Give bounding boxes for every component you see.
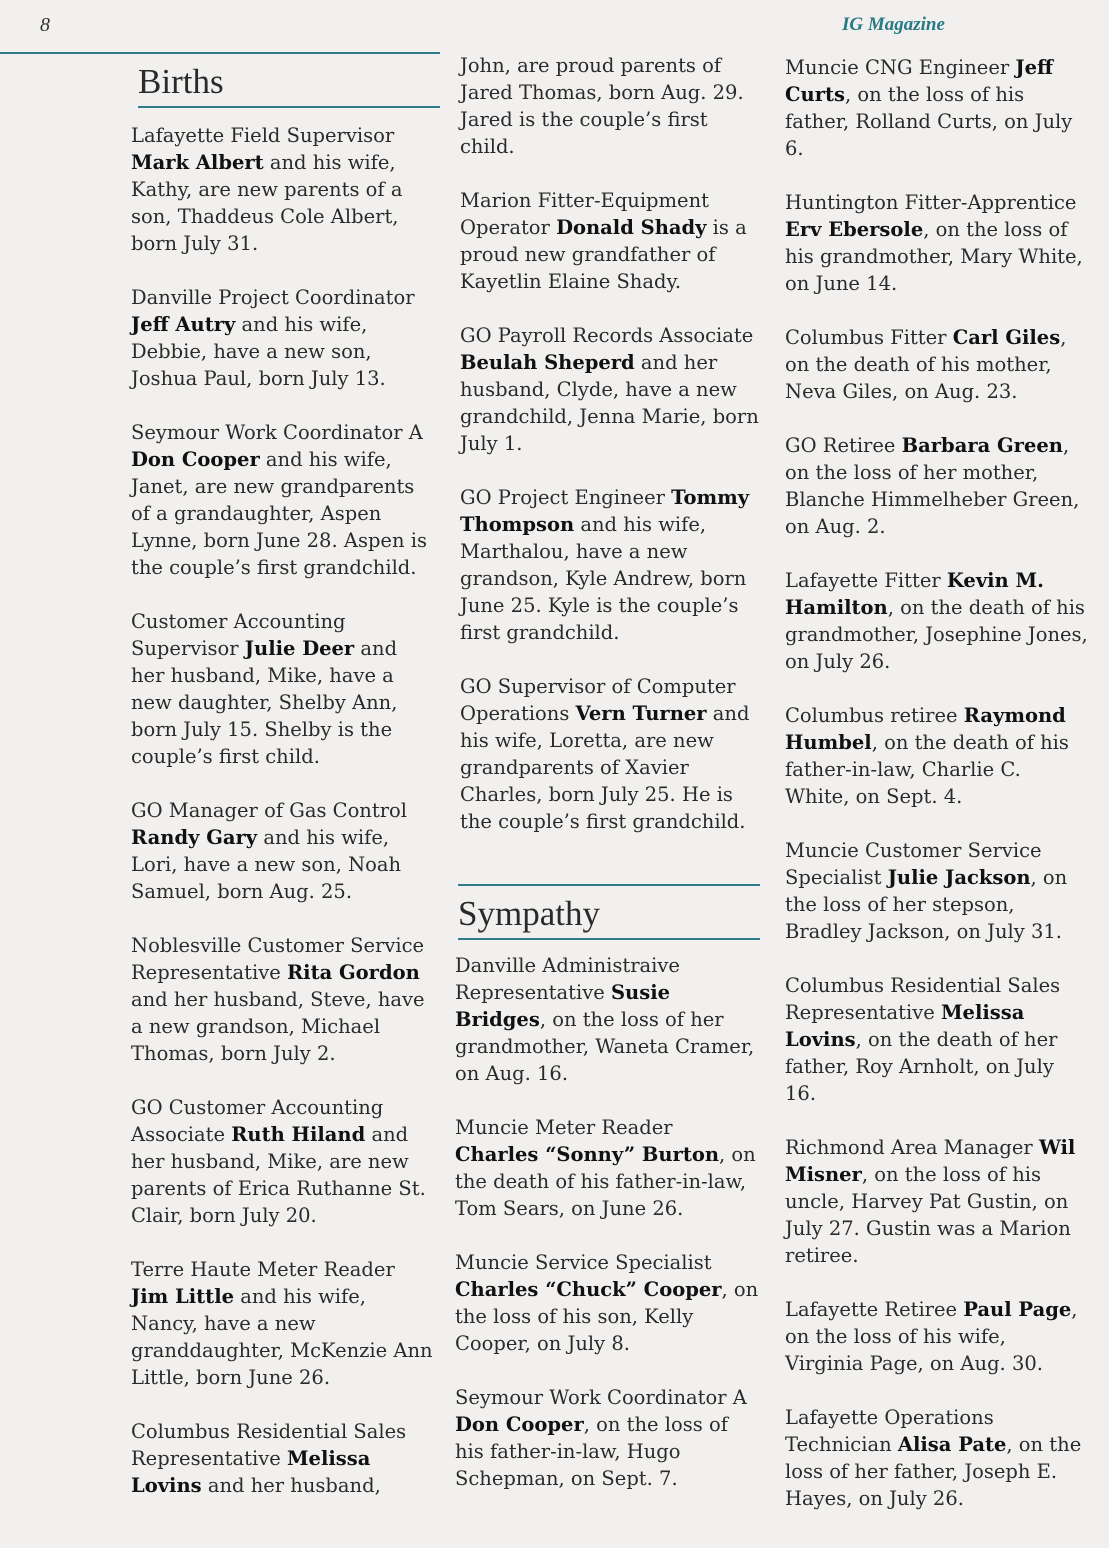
person-name: Jeff Curts bbox=[785, 56, 1054, 106]
sympathy-entry: Lafayette Operations Technician Alisa Pate, on the loss of her father, Joseph E. Hayes, on July 26. bbox=[785, 1406, 1082, 1510]
person-name: Raymond Humbel bbox=[785, 704, 1066, 754]
birth-entry: Customer Accounting Supervisor Julie Deer and her husband, Mike, have a new daughter, Shelby Ann, born July 15. Shelby is the couple’s first child. bbox=[131, 610, 398, 768]
person-name: Don Cooper bbox=[131, 448, 260, 471]
sympathy-entry: Columbus retiree Raymond Humbel, on the death of his father-in-law, Charlie C. White, on Sept. 4. bbox=[785, 704, 1069, 808]
sympathy-entry: Muncie Service Specialist Charles “Chuck” Cooper, on the loss of his son, Kelly Cooper, on July 8. bbox=[455, 1251, 759, 1355]
column-2-sympathy bbox=[455, 952, 760, 1492]
person-name: Barbara Green bbox=[901, 434, 1063, 457]
person-name: Mark Albert bbox=[131, 151, 264, 174]
person-name: Jim Little bbox=[131, 1285, 235, 1308]
person-name: Tommy Thompson bbox=[460, 486, 750, 536]
person-name: Carl Giles bbox=[952, 326, 1061, 349]
person-name: Beulah Sheperd bbox=[460, 351, 635, 374]
person-name: Paul Page bbox=[963, 1298, 1072, 1321]
sympathy-entry: Huntington Fitter-Apprentice Erv Ebersole, on the loss of his grandmother, Mary White, on June 14. bbox=[785, 191, 1083, 295]
column-1 bbox=[131, 122, 436, 1499]
birth-entry: Marion Fitter-Equipment Operator Donald Shady is a proud new grandfather of Kayetlin Elaine Shady. bbox=[460, 189, 747, 293]
births-top-rule bbox=[0, 52, 440, 54]
person-name: Charles “Sonny” Burton bbox=[455, 1143, 720, 1166]
sympathy-entry: Muncie CNG Engineer Jeff Curts, on the loss of his father, Rolland Curts, on July 6. bbox=[785, 56, 1073, 160]
person-name: Charles “Chuck” Cooper bbox=[455, 1278, 722, 1301]
person-name: Don Cooper bbox=[455, 1413, 584, 1436]
birth-entry: GO Supervisor of Computer Operations Vern Turner and his wife, Loretta, are new grandparents of Xavier Charles, born July 25. He is the couple’s first grandchild. bbox=[460, 675, 750, 833]
person-name: Vern Turner bbox=[575, 702, 707, 725]
sympathy-entry: Danville Administraive Representative Susie Bridges, on the loss of her grandmother, Waneta Cramer, on Aug. 16. bbox=[455, 954, 755, 1085]
sympathy-top-rule bbox=[458, 884, 760, 886]
births-title: Births bbox=[138, 62, 224, 101]
column-3-sympathy bbox=[785, 54, 1090, 1512]
sympathy-entry: Lafayette Retiree Paul Page, on the loss of his wife, Virginia Page, on Aug. 30. bbox=[785, 1298, 1078, 1375]
person-name: Ruth Hiland bbox=[231, 1123, 366, 1146]
sympathy-entry: Muncie Meter Reader Charles “Sonny” Burton, on the death of his father-in-law, Tom Sears, on June 26. bbox=[455, 1116, 756, 1220]
person-name: Melissa Lovins bbox=[785, 1001, 1025, 1051]
birth-entry: Seymour Work Coordinator A Don Cooper and his wife, Janet, are new grandparents of a grandaughter, Aspen Lynne, born June 28. Aspen is the couple’s first grandchild. bbox=[131, 421, 427, 579]
sympathy-title: Sympathy bbox=[458, 894, 600, 933]
birth-entry: GO Project Engineer Tommy Thompson and his wife, Marthalou, have a new grandson, Kyle Andrew, born June 25. Kyle is the couple’s first grandchild. bbox=[460, 486, 750, 644]
sympathy-entry: Seymour Work Coordinator A Don Cooper, on the loss of his father-in-law, Hugo Schepman, on Sept. 7. bbox=[455, 1386, 747, 1490]
birth-entry: Danville Project Coordinator Jeff Autry and his wife, Debbie, have a new son, Joshua Paul, born July 13. bbox=[131, 286, 415, 390]
magazine-name: IG Magazine bbox=[842, 14, 945, 35]
birth-entry: Terre Haute Meter Reader Jim Little and his wife, Nancy, have a new granddaughter, McKenzie Ann Little, born June 26. bbox=[131, 1258, 433, 1389]
person-name: Randy Gary bbox=[131, 826, 258, 849]
births-bottom-rule bbox=[138, 106, 440, 108]
person-name: Alisa Pate bbox=[897, 1433, 1007, 1456]
sympathy-bottom-rule bbox=[458, 938, 760, 940]
person-name: Susie Bridges bbox=[455, 981, 671, 1031]
person-name: Julie Jackson bbox=[887, 866, 1031, 889]
person-name: Wil Misner bbox=[785, 1136, 1076, 1186]
birth-entry: Lafayette Field Supervisor Mark Albert and his wife, Kathy, are new parents of a son, Thaddeus Cole Albert, born July 31. bbox=[131, 124, 403, 255]
birth-entry: GO Payroll Records Associate Beulah Sheperd and her husband, Clyde, have a new grandchild, Jenna Marie, born July 1. bbox=[460, 324, 759, 455]
person-name: Julie Deer bbox=[244, 637, 355, 660]
person-name: Kevin M. Hamilton bbox=[785, 569, 1044, 619]
person-name: Erv Ebersole bbox=[785, 218, 924, 241]
birth-entry: GO Customer Accounting Associate Ruth Hiland and her husband, Mike, are new parents of Erica Ruthanne St. Clair, born July 20. bbox=[131, 1096, 426, 1227]
sympathy-entry: Columbus Fitter Carl Giles, on the death of his mother, Neva Giles, on Aug. 23. bbox=[785, 326, 1067, 403]
page-number: 8 bbox=[40, 14, 50, 36]
person-name: Jeff Autry bbox=[131, 313, 236, 336]
person-name: Rita Gordon bbox=[286, 961, 420, 984]
person-name: Donald Shady bbox=[556, 216, 707, 239]
birth-entry: Noblesville Customer Service Representative Rita Gordon and her husband, Steve, have a new grandson, Michael Thomas, born July 2. bbox=[131, 934, 425, 1065]
column-2-births bbox=[460, 52, 762, 835]
birth-entry: GO Manager of Gas Control Randy Gary and his wife, Lori, have a new son, Noah Samuel, born Aug. 25. bbox=[131, 799, 407, 903]
sympathy-entry: Lafayette Fitter Kevin M. Hamilton, on the death of his grandmother, Josephine Jones, on July 26. bbox=[785, 569, 1088, 673]
sympathy-entry: Columbus Residential Sales Representative Melissa Lovins, on the death of her father, Roy Arnholt, on July 16. bbox=[785, 974, 1061, 1105]
birth-entry: Columbus Residential Sales Representative Melissa Lovins and her husband, bbox=[131, 1420, 407, 1497]
sympathy-entry: GO Retiree Barbara Green, on the loss of her mother, Blanche Himmelheber Green, on Aug. 2. bbox=[785, 434, 1080, 538]
birth-entry: John, are proud parents of Jared Thomas, born Aug. 29. Jared is the couple’s first child. bbox=[460, 54, 744, 158]
sympathy-entry: Muncie Customer Service Specialist Julie Jackson, on the loss of her stepson, Bradley Jackson, on July 31. bbox=[785, 839, 1068, 943]
sympathy-entry: Richmond Area Manager Wil Misner, on the loss of his uncle, Harvey Pat Gustin, on July 27. Gustin was a Marion retiree. bbox=[785, 1136, 1076, 1267]
person-name: Melissa Lovins bbox=[131, 1447, 371, 1497]
